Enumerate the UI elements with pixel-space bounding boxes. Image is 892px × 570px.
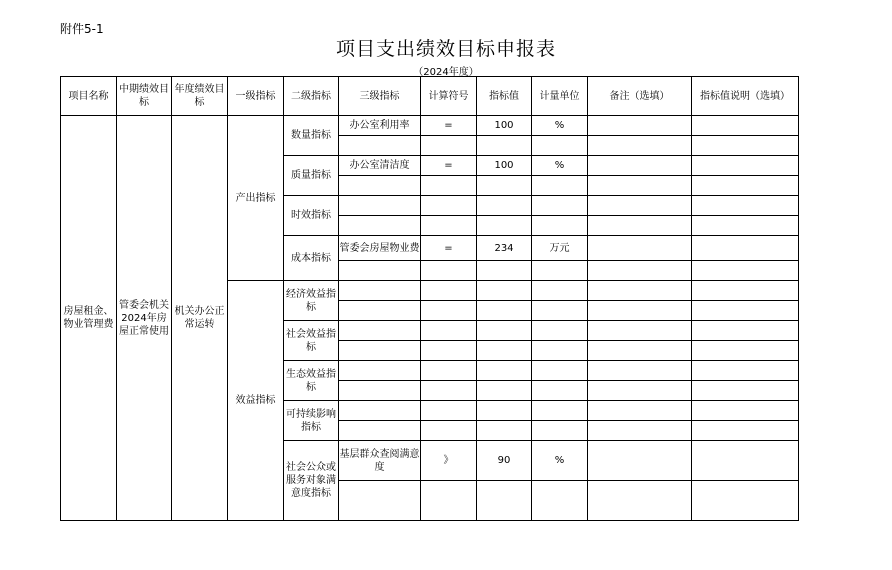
col-header: 二级指标 xyxy=(284,77,339,116)
level2-quantity: 数量指标 xyxy=(284,116,339,156)
calc-symbol: = xyxy=(421,116,477,136)
unit: % xyxy=(532,441,588,481)
unit: % xyxy=(532,156,588,176)
description-cell xyxy=(692,156,799,176)
level2-social: 社会效益指标 xyxy=(284,321,339,361)
description-cell xyxy=(692,116,799,136)
col-header: 年度绩效目标 xyxy=(172,77,228,116)
remark-cell xyxy=(588,441,692,481)
page-title: 项目支出绩效目标申报表 xyxy=(335,38,556,60)
col-header: 一级指标 xyxy=(228,77,284,116)
level2-ecological: 生态效益指标 xyxy=(284,361,339,401)
level2-quality: 质量指标 xyxy=(284,156,339,196)
level3-name: 管委会房屋物业费 xyxy=(339,236,421,261)
col-header: 中期绩效目标 xyxy=(117,77,172,116)
level2-timeliness: 时效指标 xyxy=(284,196,339,236)
description-cell xyxy=(692,441,799,481)
calc-symbol: = xyxy=(421,236,477,261)
level2-satisfaction: 社会公众或服务对象满意度指标 xyxy=(284,441,339,521)
indicator-value: 90 xyxy=(477,441,532,481)
table-row xyxy=(61,116,799,136)
annual-goal: 机关办公正常运转 xyxy=(172,116,228,521)
col-header: 计量单位 xyxy=(532,77,588,116)
unit: % xyxy=(532,116,588,136)
level1-effect: 效益指标 xyxy=(228,281,284,521)
remark-cell xyxy=(588,156,692,176)
col-header: 项目名称 xyxy=(61,77,117,116)
remark-cell xyxy=(588,116,692,136)
level2-sustainable: 可持续影响指标 xyxy=(284,401,339,441)
level2-economic: 经济效益指标 xyxy=(284,281,339,321)
col-header: 指标值说明（选填） xyxy=(692,77,799,116)
level3-name: 基层群众查阅满意度 xyxy=(339,441,421,481)
col-header: 三级指标 xyxy=(339,77,421,116)
performance-target-table xyxy=(60,76,799,521)
table-header-row xyxy=(61,77,799,116)
attachment-label: 附件5-1 xyxy=(60,22,104,36)
calc-symbol: 》 xyxy=(421,441,477,481)
unit: 万元 xyxy=(532,236,588,261)
level3-name: 办公室清洁度 xyxy=(339,156,421,176)
level3-name: 办公室利用率 xyxy=(339,116,421,136)
report-year: （2024年度） xyxy=(413,67,479,78)
mid-term-goal: 管委会机关2024年房屋正常使用 xyxy=(117,116,172,521)
indicator-value: 234 xyxy=(477,236,532,261)
indicator-value: 100 xyxy=(477,116,532,136)
col-header: 计算符号 xyxy=(421,77,477,116)
remark-cell xyxy=(588,236,692,261)
level2-cost: 成本指标 xyxy=(284,236,339,281)
col-header: 指标值 xyxy=(477,77,532,116)
calc-symbol: = xyxy=(421,156,477,176)
level1-output: 产出指标 xyxy=(228,116,284,281)
col-header: 备注（选填） xyxy=(588,77,692,116)
indicator-value: 100 xyxy=(477,156,532,176)
description-cell xyxy=(692,236,799,261)
project-name: 房屋租金、物业管理费 xyxy=(61,116,117,521)
